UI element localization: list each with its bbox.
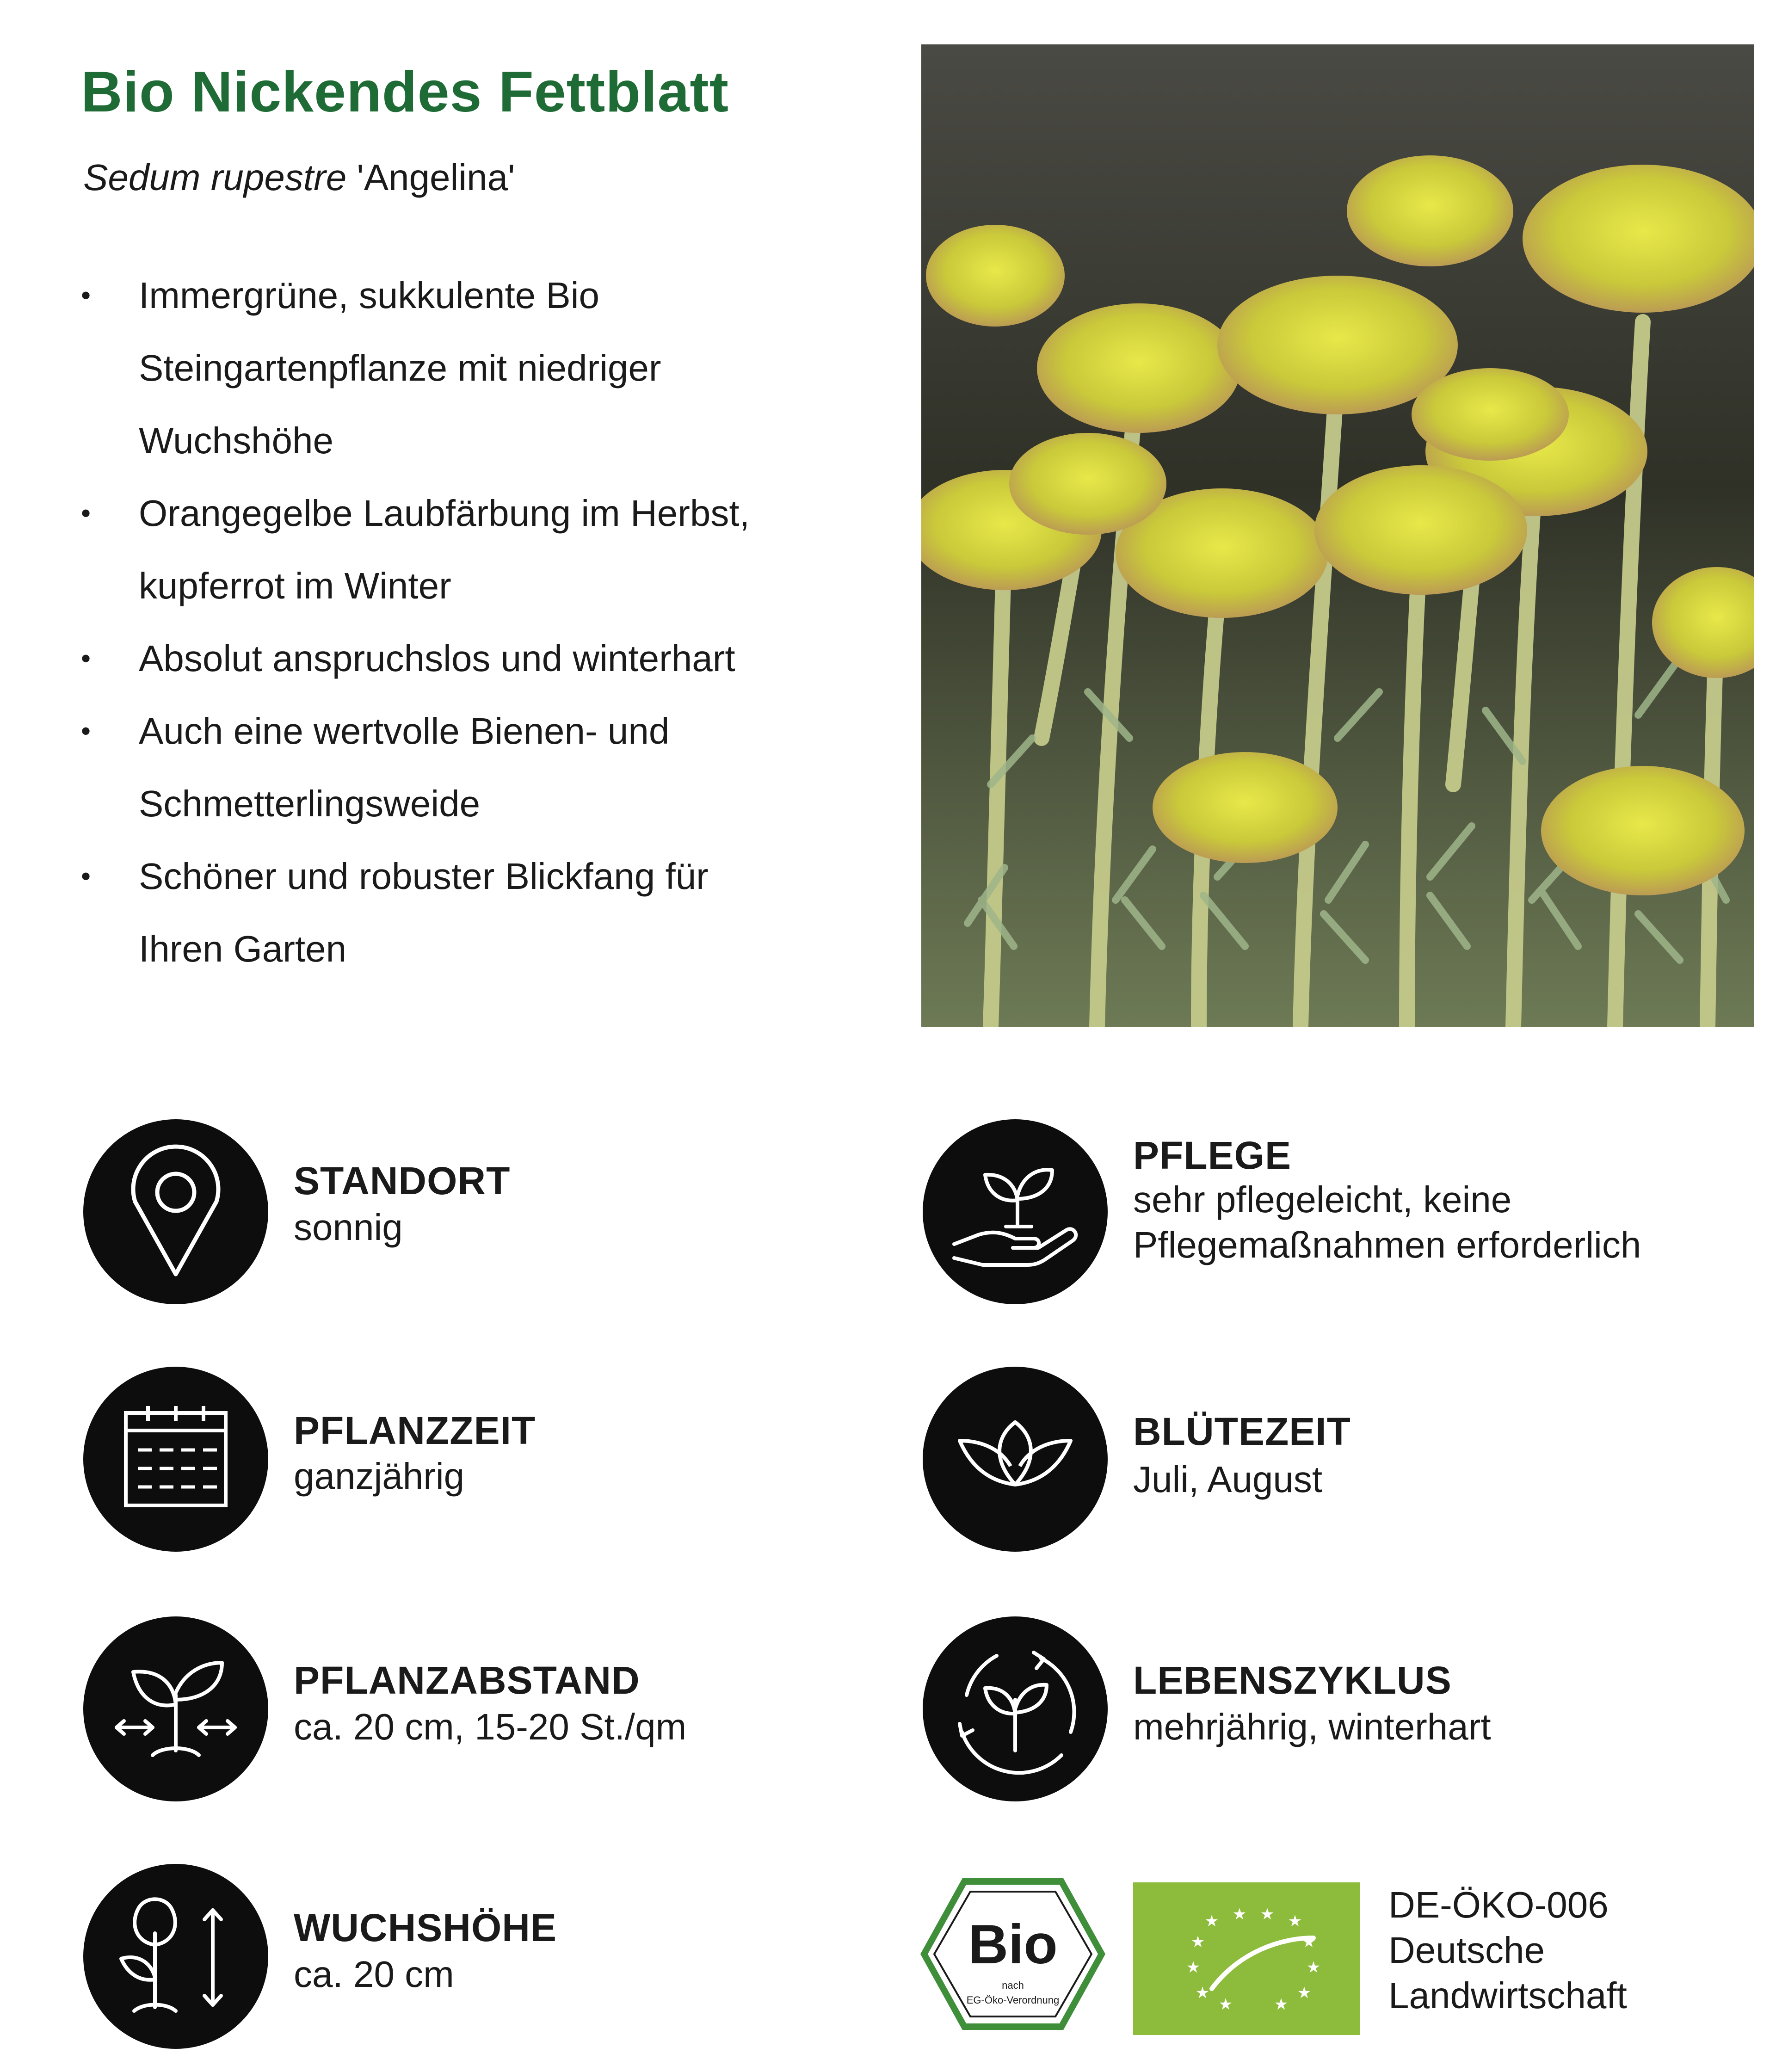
svg-text:★: ★ xyxy=(1190,1933,1205,1951)
feature-item xyxy=(81,695,895,840)
pflanzzeit-value: ganzjährig xyxy=(294,1455,465,1497)
lebenszyklus-label: LEBENSZYKLUS xyxy=(1133,1659,1452,1702)
svg-text:★: ★ xyxy=(1218,1995,1233,2014)
standort-label: STANDORT xyxy=(294,1159,511,1202)
plant-spacing-icon xyxy=(83,1616,268,1801)
sedum-plant-illustration xyxy=(921,44,1754,1027)
svg-text:★: ★ xyxy=(1186,1958,1201,1977)
wuchshoehe-value: ca. 20 cm xyxy=(294,1954,454,1995)
info-pflanzzeit xyxy=(83,1367,870,1552)
svg-text:★: ★ xyxy=(1204,1912,1219,1930)
feature-line: Wuchshöhe xyxy=(139,420,334,461)
feature-item xyxy=(81,259,895,477)
svg-text:★: ★ xyxy=(1297,1984,1312,2002)
pflege-value-line1: sehr pflegeleicht, keine xyxy=(1133,1179,1512,1220)
pflanzabstand-label: PFLANZABSTAND xyxy=(294,1659,640,1702)
latin-name: Sedum rupestre xyxy=(83,157,347,198)
info-bluetezeit xyxy=(923,1367,1709,1552)
calendar-icon xyxy=(83,1367,268,1552)
feature-item xyxy=(81,477,895,622)
svg-text:★: ★ xyxy=(1288,1912,1302,1930)
feature-line: Absolut anspruchslos und winterhart xyxy=(139,638,735,679)
svg-text:★: ★ xyxy=(1306,1958,1321,1977)
hand-seedling-icon xyxy=(923,1119,1108,1304)
feature-line: Orangegelbe Laubfärbung im Herbst, xyxy=(139,493,750,534)
bio-seal-text: Bio xyxy=(968,1913,1058,1975)
pflanzzeit-label: PFLANZZEIT xyxy=(294,1409,536,1452)
cultivar-name: 'Angelina' xyxy=(357,157,515,198)
feature-line: Ihren Garten xyxy=(139,928,347,969)
life-cycle-icon xyxy=(923,1616,1108,1801)
lotus-flower-icon xyxy=(923,1367,1108,1552)
wuchshoehe-label: WUCHSHÖHE xyxy=(294,1906,557,1949)
bullet-icon: • xyxy=(81,498,91,529)
bullet-icon: • xyxy=(81,643,91,674)
feature-list xyxy=(81,259,895,985)
bullet-icon: • xyxy=(81,715,91,746)
svg-text:★: ★ xyxy=(1301,1933,1316,1951)
bullet-icon: • xyxy=(81,280,91,311)
bullet-icon: • xyxy=(81,861,91,892)
certification-text xyxy=(1388,1882,1627,2018)
bluetezeit-label: BLÜTEZEIT xyxy=(1133,1410,1351,1453)
pflege-label: PFLEGE xyxy=(1133,1134,1292,1177)
info-lebenszyklus xyxy=(923,1616,1709,1801)
cert-line3: Landwirtschaft xyxy=(1388,1975,1627,2016)
info-pflege xyxy=(923,1119,1709,1304)
info-pflanzabstand xyxy=(83,1616,870,1801)
standort-value: sonnig xyxy=(294,1207,403,1248)
feature-line: Auch eine wertvolle Bienen- und xyxy=(139,710,670,752)
svg-text:★: ★ xyxy=(1260,1905,1275,1924)
pflanzabstand-value: ca. 20 cm, 15-20 St./qm xyxy=(294,1706,687,1747)
botanical-name xyxy=(83,156,515,199)
info-wuchshoehe xyxy=(83,1864,870,2049)
feature-line: kupferrot im Winter xyxy=(139,565,451,606)
feature-line: Schöner und robuster Blickfang für xyxy=(139,856,709,897)
plant-height-icon xyxy=(83,1864,268,2049)
feature-line: Immergrüne, sukkulente Bio xyxy=(139,275,600,316)
bio-seal-logo xyxy=(920,1878,1105,2030)
info-standort xyxy=(83,1119,870,1304)
bio-seal-sub1: nach xyxy=(1002,1980,1024,1991)
bio-seal-sub2: EG-Öko-Verordnung xyxy=(966,1994,1060,2006)
product-title: Bio Nickendes Fettblatt xyxy=(81,60,729,124)
lebenszyklus-value: mehrjährig, winterhart xyxy=(1133,1706,1491,1747)
svg-text:★: ★ xyxy=(1232,1905,1247,1924)
bluetezeit-value: Juli, August xyxy=(1133,1459,1323,1500)
cert-code: DE-ÖKO-006 xyxy=(1388,1884,1609,1925)
feature-item xyxy=(81,840,895,985)
pflege-value-line2: Pflegemaßnahmen erforderlich xyxy=(1133,1224,1641,1265)
feature-line: Steingartenpflanze mit niedriger xyxy=(139,347,661,388)
feature-line: Schmetterlingsweide xyxy=(139,783,481,824)
feature-item xyxy=(81,622,895,695)
product-photo xyxy=(921,44,1754,1027)
eu-organic-leaf-logo xyxy=(1133,1882,1360,2035)
svg-text:★: ★ xyxy=(1195,1984,1210,2002)
cert-line2: Deutsche xyxy=(1388,1930,1545,1971)
svg-text:★: ★ xyxy=(1274,1995,1289,2014)
certification-area xyxy=(920,1873,1753,2030)
location-pin-icon xyxy=(83,1119,268,1304)
